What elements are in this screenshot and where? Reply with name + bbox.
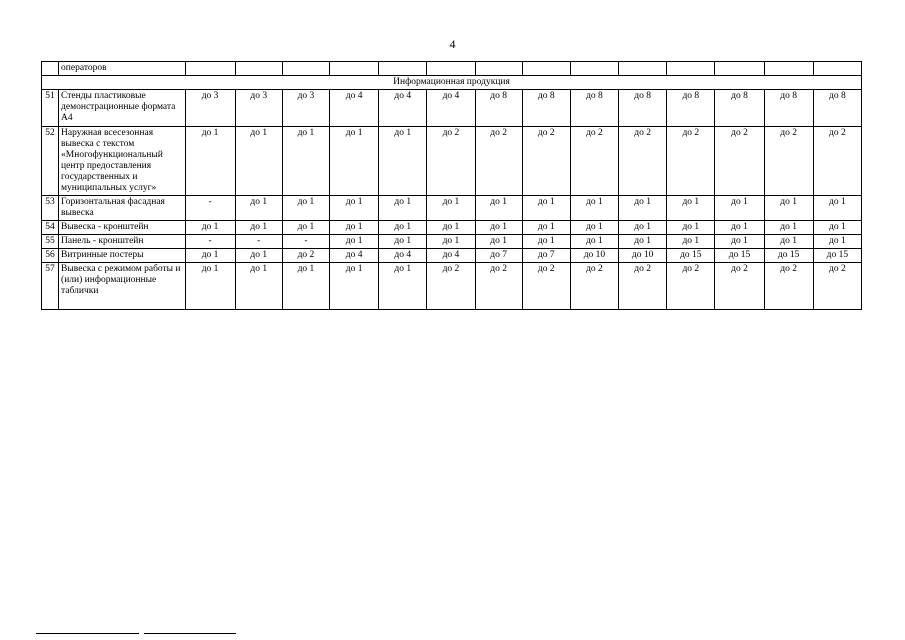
value-cell: до 2: [619, 127, 667, 196]
table-row: [42, 90, 862, 127]
value-cell: до 1: [427, 235, 475, 249]
footer-rule-left: [36, 633, 139, 634]
value-cell: до 8: [570, 90, 618, 127]
row-number-cell: 51: [42, 90, 59, 127]
value-cell: до 8: [813, 90, 861, 127]
value-cell: до 1: [475, 221, 522, 235]
table-row: [42, 263, 862, 310]
section-header-row: [42, 76, 862, 90]
value-cell: до 2: [619, 263, 667, 310]
value-cell: до 1: [475, 235, 522, 249]
value-cell: до 2: [715, 263, 764, 310]
row-name-cell: операторов: [59, 62, 185, 76]
row-name-cell: Наружная всесезонная вывеска с текстом «Многофункциональный центр предоставления государственных и муниципальных услуг»: [59, 127, 185, 196]
value-cell: до 1: [715, 235, 764, 249]
table-row: [42, 221, 862, 235]
row-name-cell: Панель - кронштейн: [59, 235, 185, 249]
value-cell: -: [235, 235, 282, 249]
value-cell: до 7: [475, 249, 522, 263]
value-cell: до 1: [813, 235, 861, 249]
value-cell: до 1: [764, 196, 813, 221]
value-cell: до 15: [813, 249, 861, 263]
value-cell: до 1: [330, 263, 379, 310]
section-title: Информационная продукция: [42, 76, 862, 90]
value-cell: до 1: [282, 221, 329, 235]
value-cell: до 2: [813, 127, 861, 196]
value-cell: до 10: [619, 249, 667, 263]
row-number-cell: 54: [42, 221, 59, 235]
value-cell: до 2: [764, 127, 813, 196]
value-cell: до 1: [379, 221, 427, 235]
value-cell: до 1: [475, 196, 522, 221]
row-number-cell: 55: [42, 235, 59, 249]
row-name-cell: Вывеска с режимом работы и (или) информационные таблички: [59, 263, 185, 310]
value-cell: до 1: [522, 221, 570, 235]
value-cell: до 4: [379, 249, 427, 263]
value-cell: до 4: [427, 90, 475, 127]
value-cell: до 1: [185, 249, 235, 263]
value-cell: до 2: [427, 263, 475, 310]
table-row: [42, 249, 862, 263]
table-row: [42, 127, 862, 196]
value-cell: до 1: [522, 196, 570, 221]
value-cell: до 15: [764, 249, 813, 263]
value-cell: до 8: [667, 90, 715, 127]
row-number-cell: 52: [42, 127, 59, 196]
value-cell: до 1: [235, 263, 282, 310]
value-cell: до 2: [475, 263, 522, 310]
value-cell: до 1: [330, 196, 379, 221]
table-row: [42, 196, 862, 221]
value-cell: до 1: [379, 127, 427, 196]
value-cell: до 1: [427, 196, 475, 221]
table-row: [42, 235, 862, 249]
value-cell: до 1: [570, 221, 618, 235]
footer-rule-right: [144, 633, 236, 634]
value-cell: до 15: [667, 249, 715, 263]
value-cell: до 1: [330, 127, 379, 196]
value-cell: до 1: [379, 235, 427, 249]
value-cell: до 1: [715, 196, 764, 221]
value-cell: до 2: [282, 249, 329, 263]
table-row: [42, 62, 862, 76]
row-number-cell: [42, 62, 59, 76]
value-cell: до 1: [379, 263, 427, 310]
value-cell: до 1: [619, 221, 667, 235]
value-cell: до 1: [667, 221, 715, 235]
value-cell: до 1: [282, 263, 329, 310]
value-cell: до 1: [667, 196, 715, 221]
value-cell: до 2: [427, 127, 475, 196]
row-name-cell: Стенды пластиковые демонстрационные формата А4: [59, 90, 185, 127]
value-cell: до 1: [764, 221, 813, 235]
value-cell: до 1: [667, 235, 715, 249]
value-cell: до 4: [379, 90, 427, 127]
value-cell: до 1: [185, 263, 235, 310]
value-cell: до 2: [715, 127, 764, 196]
value-cell: до 2: [813, 263, 861, 310]
value-cell: до 2: [522, 263, 570, 310]
value-cell: до 4: [330, 249, 379, 263]
value-cell: до 8: [764, 90, 813, 127]
value-cell: до 2: [667, 263, 715, 310]
value-cell: до 1: [522, 235, 570, 249]
value-cell: до 1: [570, 235, 618, 249]
row-name-cell: Горизонтальная фасадная вывеска: [59, 196, 185, 221]
value-cell: до 1: [282, 196, 329, 221]
value-cell: до 1: [619, 196, 667, 221]
value-cell: до 8: [522, 90, 570, 127]
value-cell: до 1: [379, 196, 427, 221]
value-cell: до 2: [475, 127, 522, 196]
value-cell: до 1: [764, 235, 813, 249]
row-number-cell: 53: [42, 196, 59, 221]
value-cell: до 1: [570, 196, 618, 221]
value-cell: до 3: [185, 90, 235, 127]
value-cell: -: [282, 235, 329, 249]
value-cell: до 1: [235, 196, 282, 221]
page-number: 4: [449, 37, 456, 51]
value-cell: до 1: [235, 221, 282, 235]
value-cell: до 1: [813, 221, 861, 235]
value-cell: до 8: [619, 90, 667, 127]
value-cell: до 2: [522, 127, 570, 196]
value-cell: до 1: [619, 235, 667, 249]
value-cell: до 1: [185, 127, 235, 196]
row-name-cell: Витринные постеры: [59, 249, 185, 263]
value-cell: до 1: [813, 196, 861, 221]
row-name-cell: Вывеска - кронштейн: [59, 221, 185, 235]
value-cell: до 8: [715, 90, 764, 127]
value-cell: до 1: [235, 127, 282, 196]
value-cell: до 2: [764, 263, 813, 310]
value-cell: до 3: [235, 90, 282, 127]
row-number-cell: 56: [42, 249, 59, 263]
value-cell: до 2: [570, 263, 618, 310]
value-cell: до 1: [282, 127, 329, 196]
value-cell: до 1: [715, 221, 764, 235]
value-cell: -: [185, 235, 235, 249]
value-cell: до 2: [570, 127, 618, 196]
value-cell: до 8: [475, 90, 522, 127]
value-cell: до 1: [330, 235, 379, 249]
value-cell: до 1: [330, 221, 379, 235]
information-products-table: [41, 61, 862, 310]
value-cell: до 10: [570, 249, 618, 263]
value-cell: до 4: [427, 249, 475, 263]
value-cell: до 1: [185, 221, 235, 235]
value-cell: до 15: [715, 249, 764, 263]
value-cell: -: [185, 196, 235, 221]
value-cell: до 1: [427, 221, 475, 235]
value-cell: до 2: [667, 127, 715, 196]
value-cell: до 4: [330, 90, 379, 127]
row-number-cell: 57: [42, 263, 59, 310]
value-cell: до 7: [522, 249, 570, 263]
value-cell: до 3: [282, 90, 329, 127]
value-cell: до 1: [235, 249, 282, 263]
